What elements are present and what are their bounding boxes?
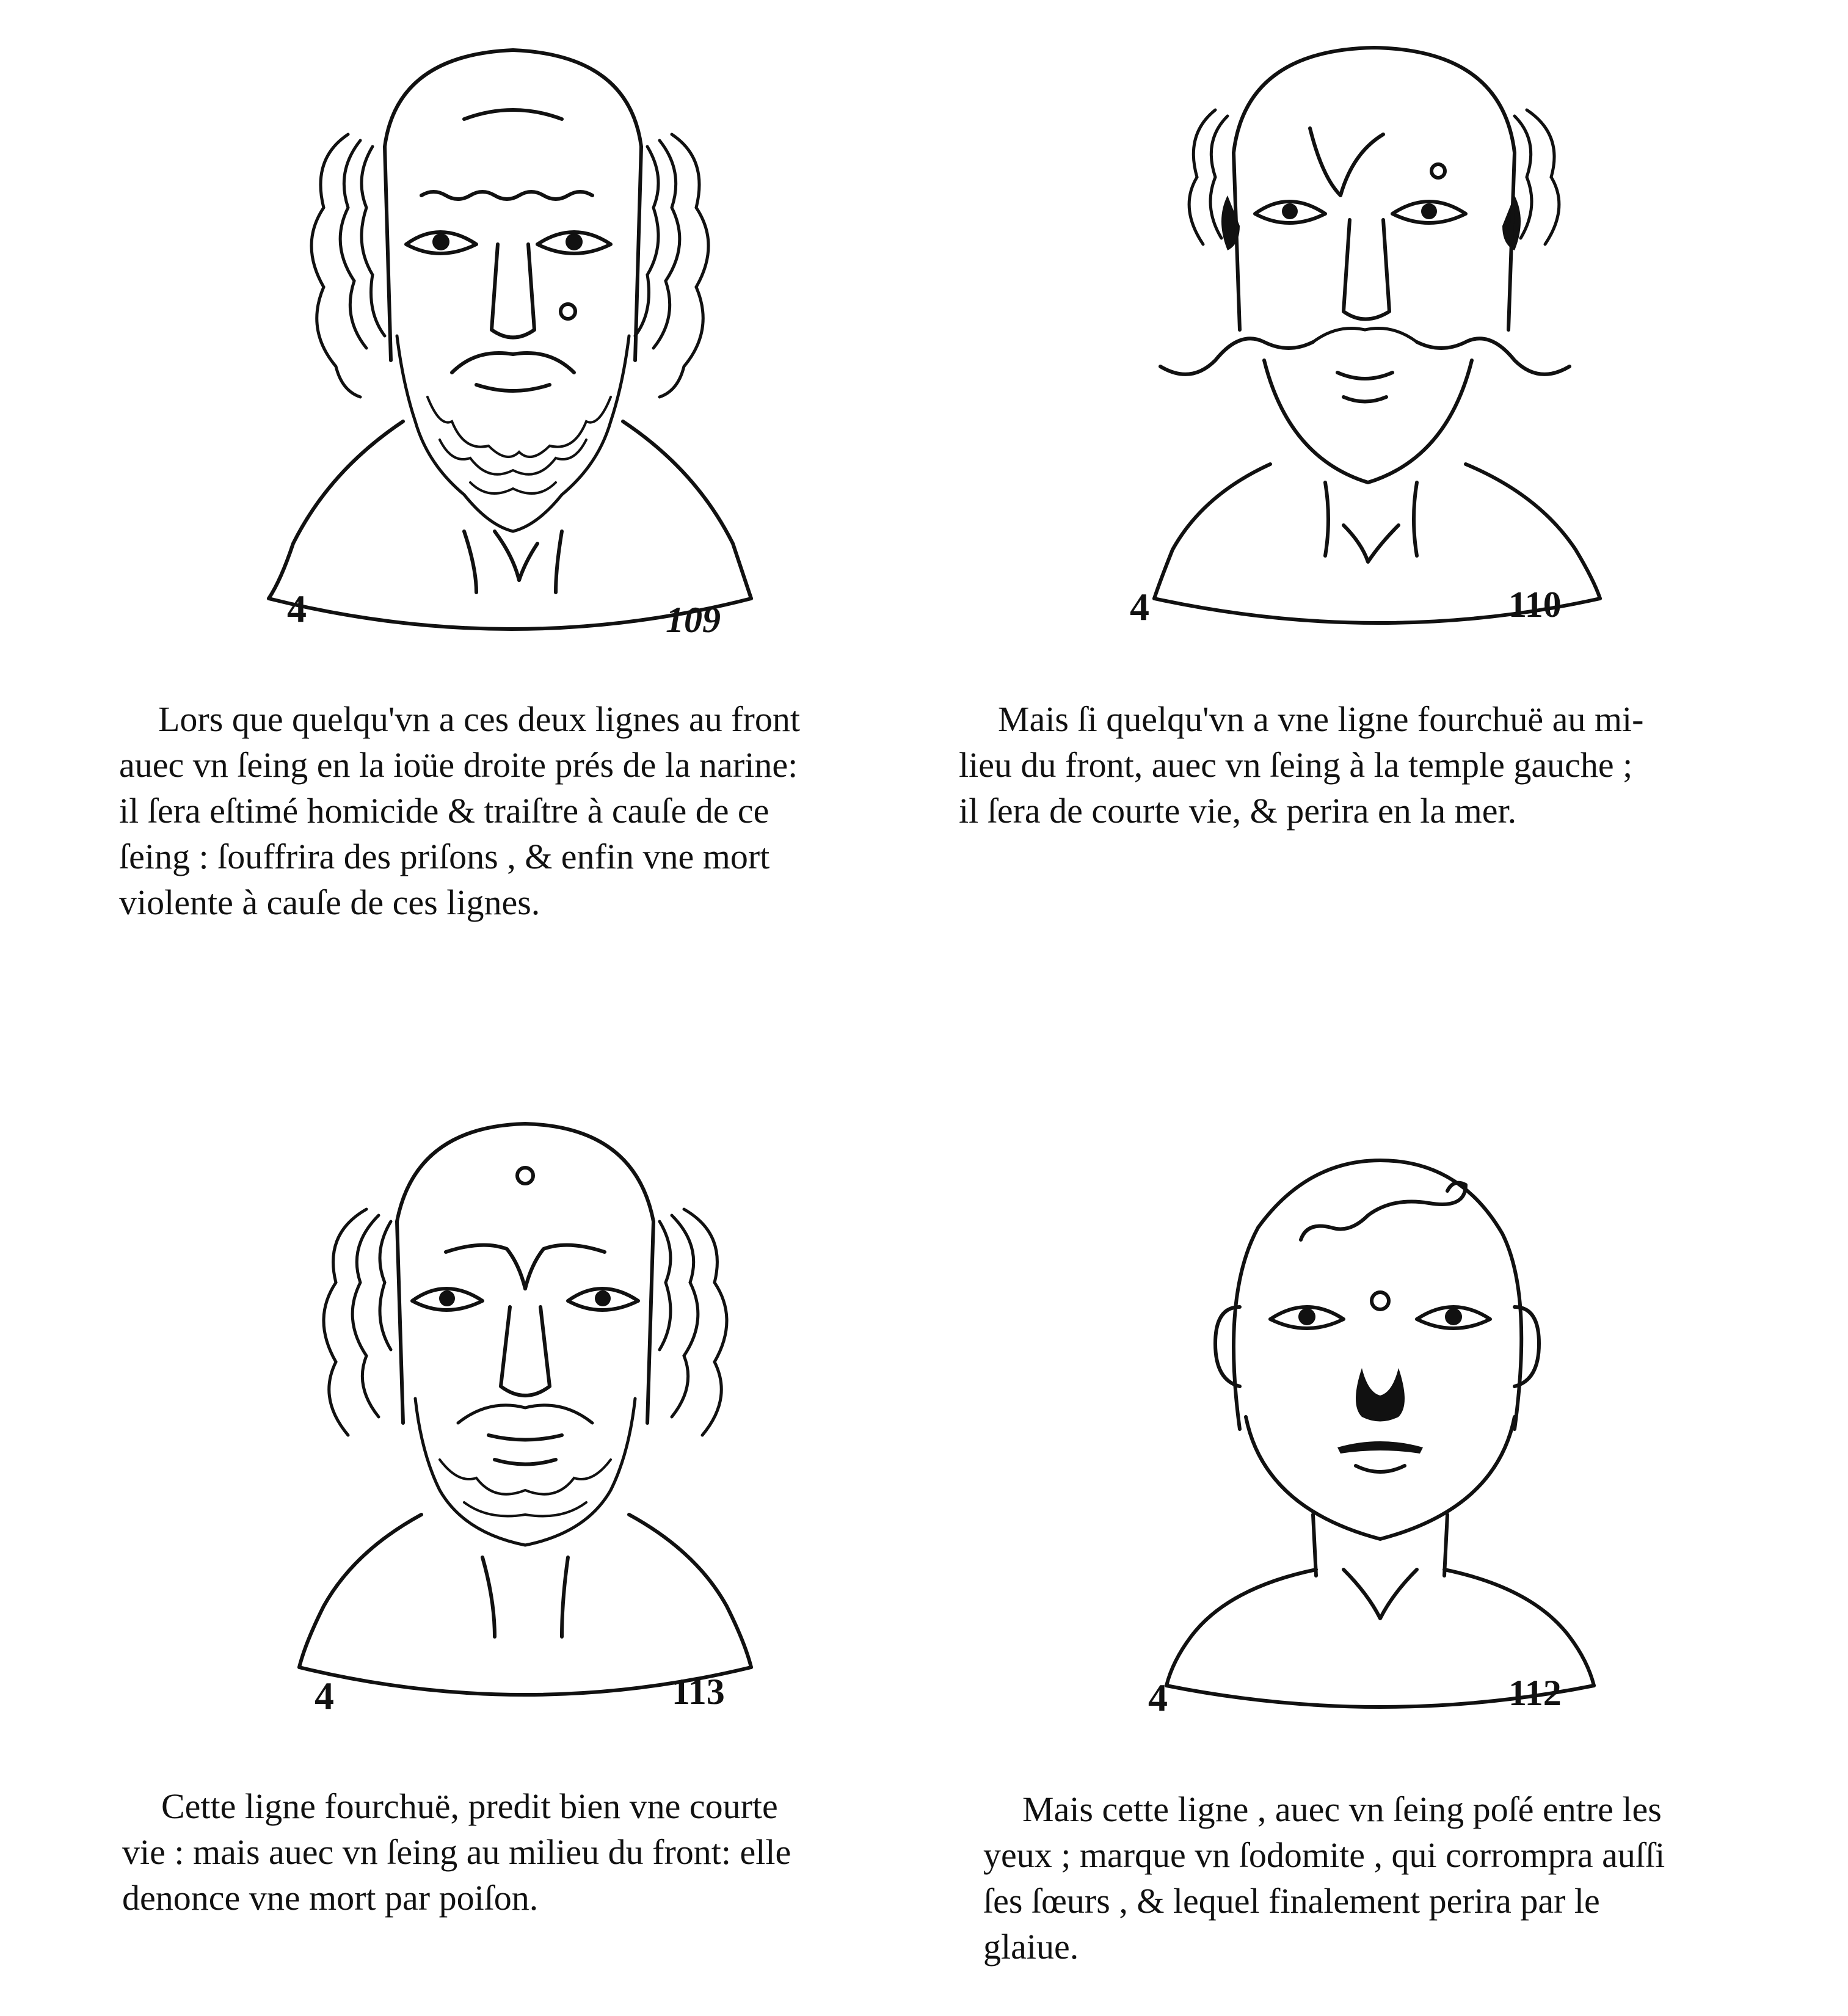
caption-line: Mais cette ligne , auec vn ſeing poſé entre les [1022, 1789, 1662, 1829]
portrait-110 [1148, 43, 1612, 641]
caption-line: il ſera eſtimé homicide & traiſtre à cauſe de ce [119, 791, 769, 831]
portrait-109 [256, 43, 757, 660]
caption-line: ſes ſœurs , & lequel finalement perira par le [983, 1881, 1600, 1921]
caption-line: glaiue. [983, 1927, 1079, 1967]
caption-line: yeux ; marque vn ſodomite , qui corrompra auſſi [983, 1835, 1665, 1875]
caption-line: Lors que quelqu'vn a ces deux lignes au front [158, 699, 800, 739]
caption-113 [122, 1783, 928, 1921]
woodcut-young-man-mole-between-eyes [1142, 1148, 1606, 1722]
caption-110 [959, 696, 1771, 834]
caption-line: Mais ſi quelqu'vn a vne ligne fourchuë au mi- [998, 699, 1644, 739]
plate-mark: 4 [1130, 585, 1149, 628]
caption-line: auec vn ſeing en la ioüe droite prés de la narine: [119, 745, 798, 785]
caption-line: violente à cauſe de ces lignes. [119, 882, 540, 922]
caption-112 [983, 1786, 1783, 1970]
plate-mark: 4 [287, 587, 307, 630]
figure-number: 110 [1508, 584, 1562, 625]
plate-mark: 4 [1148, 1676, 1168, 1719]
figure-number: 109 [666, 600, 721, 640]
caption-line: il ſera de courte vie, & perira en la mer. [959, 791, 1517, 831]
woodcut-bearded-man-forked-line [293, 1118, 757, 1716]
figure-number: 113 [672, 1672, 725, 1712]
caption-line: denonce vne mort par poiſon. [122, 1878, 539, 1918]
plate-mark: 4 [315, 1674, 334, 1717]
portrait-112 [1142, 1148, 1606, 1722]
woodcut-bearded-bald-man [256, 43, 757, 660]
portrait-113 [293, 1118, 757, 1716]
caption-line: ſeing : ſouffrira des priſons , & enfin vne mort [119, 837, 770, 876]
caption-line: lieu du front, auec vn ſeing à la temple gauche ; [959, 745, 1633, 785]
caption-109 [119, 696, 919, 925]
figure-number: 112 [1508, 1673, 1562, 1713]
woodcut-mustached-bald-man [1148, 43, 1612, 641]
caption-line: Cette ligne fourchuë, predit bien vne courte [161, 1786, 778, 1826]
caption-line: vie : mais auec vn ſeing au milieu du front: elle [122, 1832, 791, 1872]
